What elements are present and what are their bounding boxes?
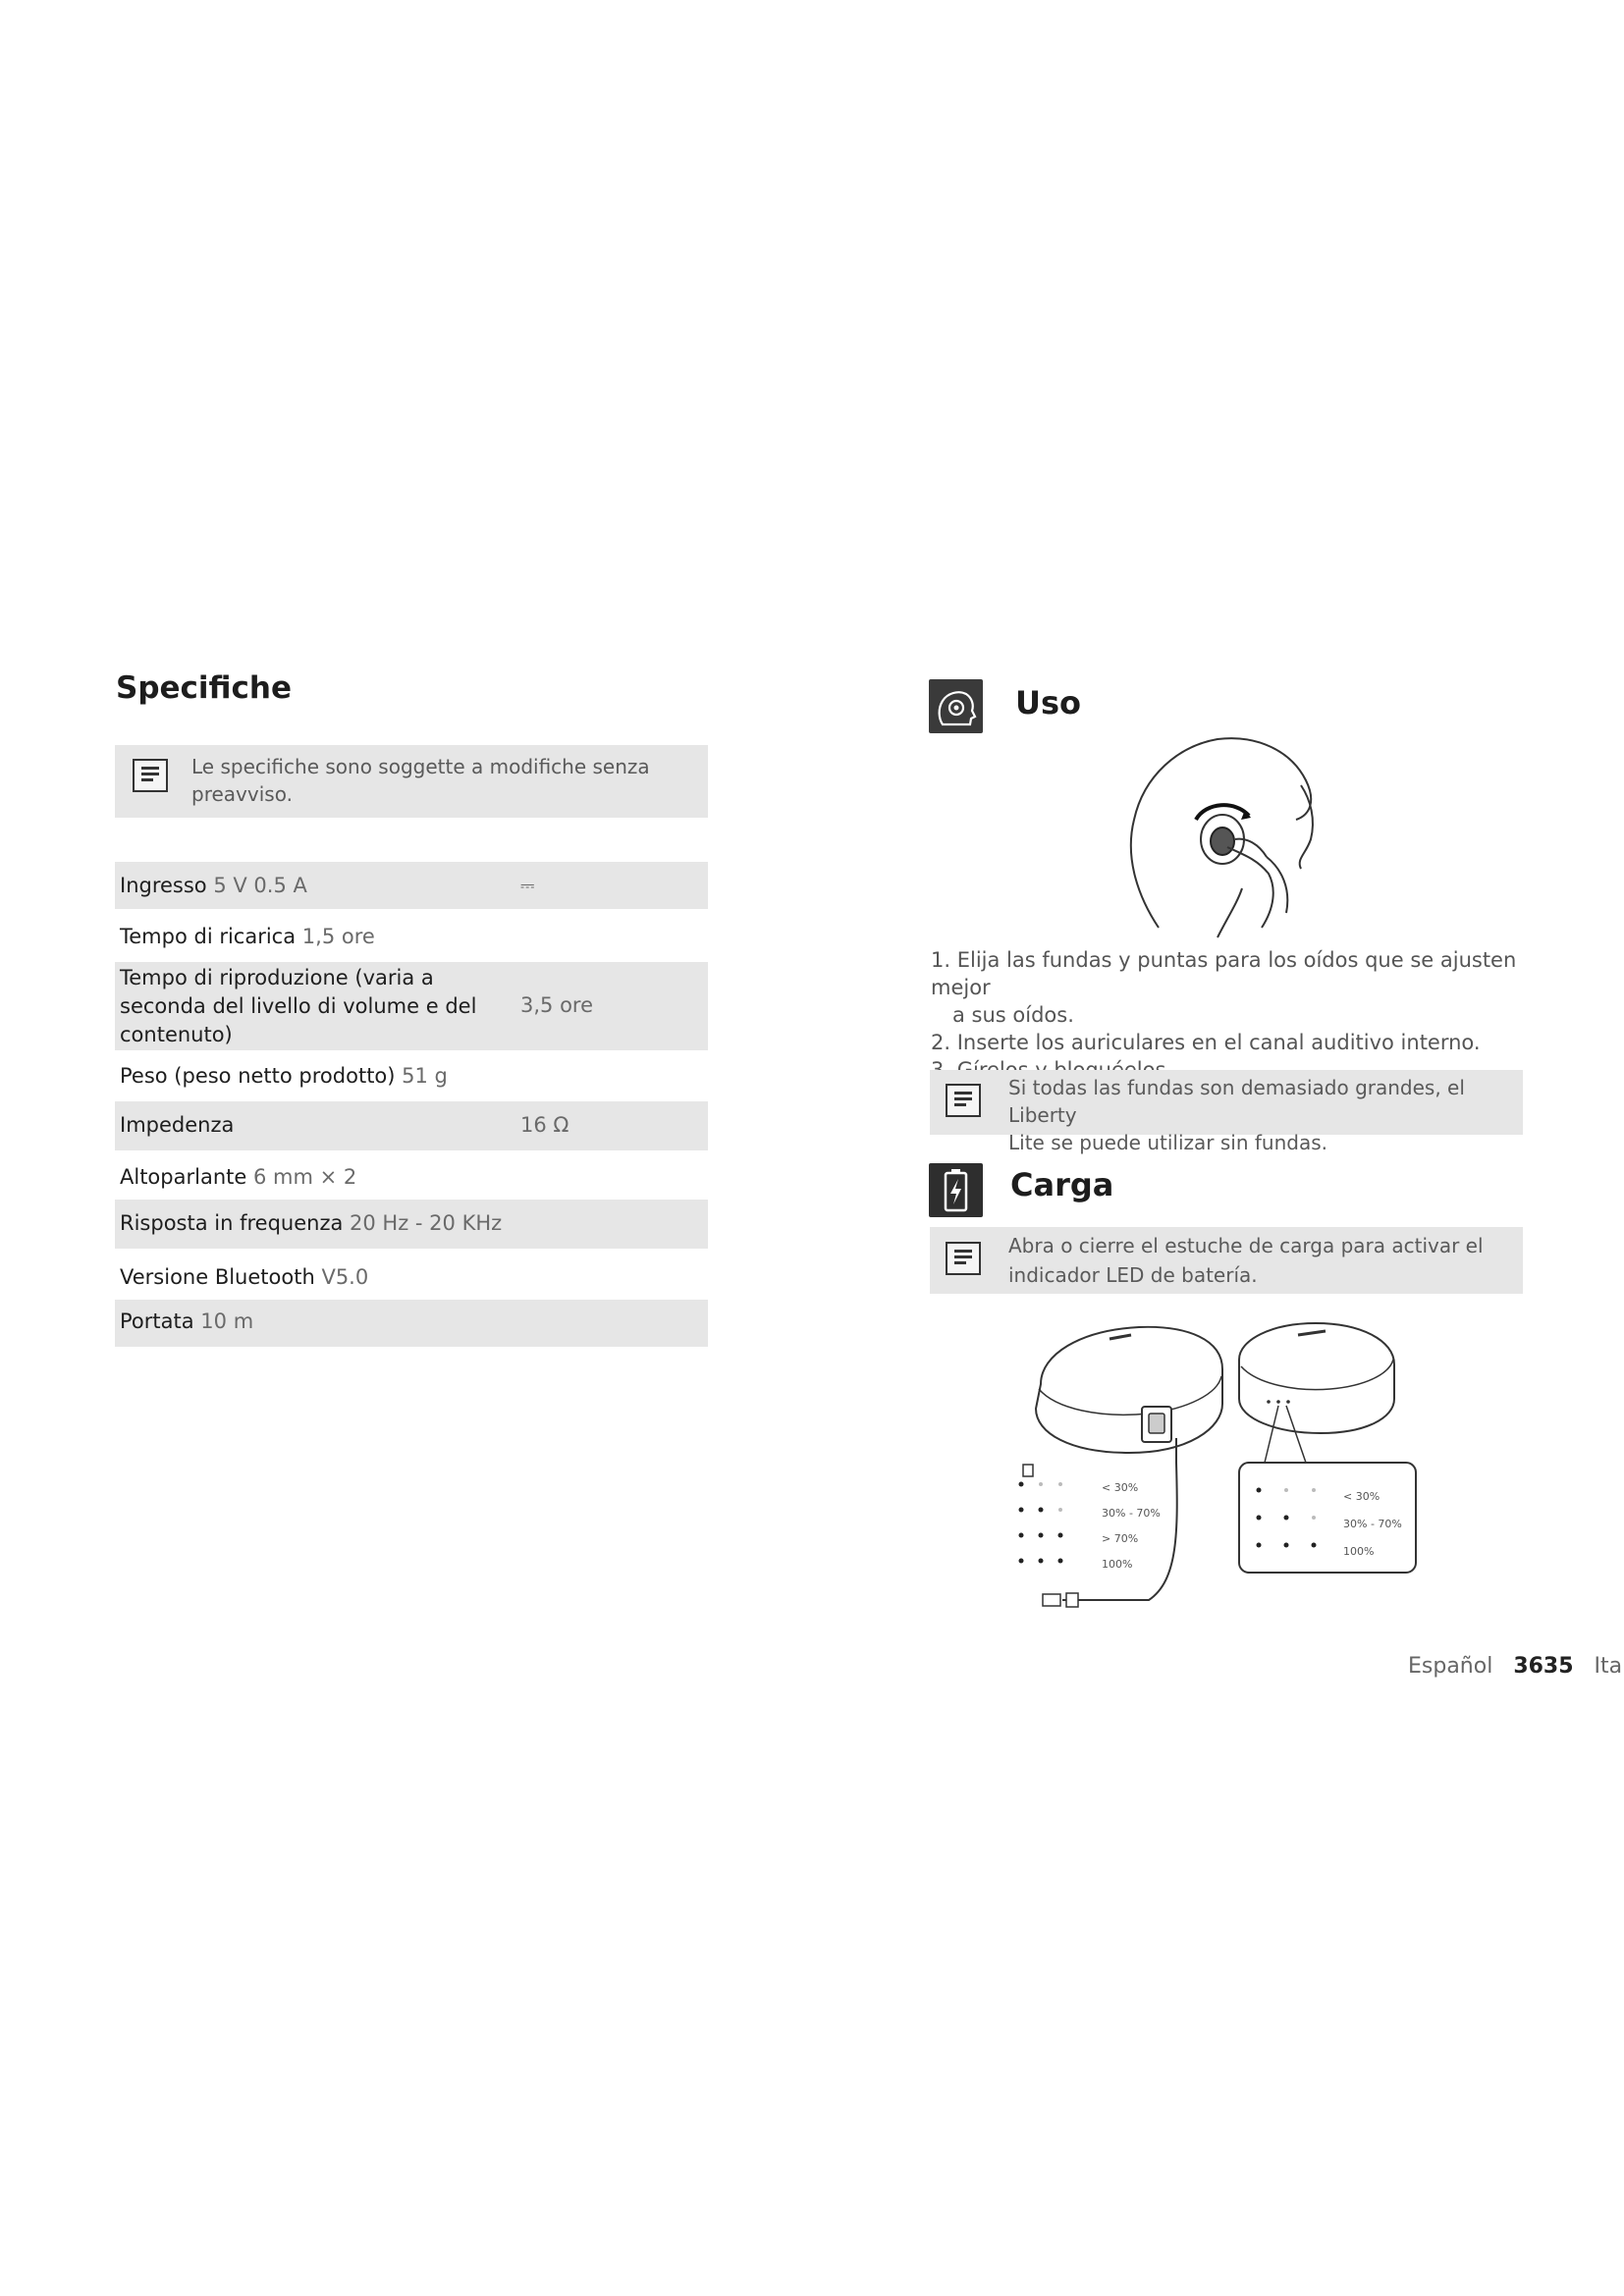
led-label: 30% - 70% xyxy=(1343,1518,1402,1530)
uso-note-line-1: Si todas las fundas son demasiado grandes, el Liberty xyxy=(1008,1076,1465,1127)
specs-note-line-1: Le specifiche sono soggette a modifiche senza xyxy=(191,755,650,778)
spec-value: 20 Hz - 20 KHz xyxy=(350,1211,503,1235)
note-icon xyxy=(946,1242,981,1275)
spec-value: 10 m xyxy=(200,1309,254,1333)
led-label: < 30% xyxy=(1343,1490,1380,1503)
specs-note-line-2: preavviso. xyxy=(191,782,293,806)
carga-note-line-1: Abra o cierre el estuche de carga para activar el xyxy=(1008,1234,1484,1257)
led-label: < 30% xyxy=(1102,1481,1139,1494)
spec-value: 51 g xyxy=(402,1064,448,1088)
spec-row-frequency xyxy=(115,1200,708,1249)
led-legend-right xyxy=(1343,1483,1402,1566)
spec-value: 3,5 ore xyxy=(520,993,594,1017)
uso-note xyxy=(930,1070,1523,1154)
spec-label: Portata xyxy=(120,1309,194,1333)
carga-note xyxy=(930,1227,1523,1294)
spec-row-input xyxy=(115,862,708,909)
spec-row-playtime xyxy=(115,962,708,1050)
spec-row-bluetooth xyxy=(115,1256,708,1300)
ear-insertion-illustration xyxy=(1119,731,1335,947)
spec-label: Altoparlante xyxy=(120,1165,247,1189)
led-label: 100% xyxy=(1102,1558,1133,1571)
specs-title: Specifiche xyxy=(116,670,292,706)
spec-row-speaker xyxy=(115,1156,708,1200)
footer-suffix: Ita xyxy=(1594,1654,1623,1679)
spec-value: 6 mm × 2 xyxy=(252,1165,357,1189)
note-icon xyxy=(946,1084,981,1117)
spec-label: Peso (peso netto prodotto) xyxy=(120,1064,396,1088)
spec-row-impedance xyxy=(115,1101,708,1150)
spec-value: 5 V 0.5 A xyxy=(213,874,307,897)
led-label: > 70% xyxy=(1102,1532,1139,1545)
headphones-ear-icon xyxy=(929,679,983,733)
battery-charging-icon xyxy=(929,1163,983,1217)
spec-label: Risposta in frequenza xyxy=(120,1211,344,1235)
page-footer xyxy=(1408,1654,1622,1679)
spec-label: Versione Bluetooth xyxy=(120,1265,315,1289)
uso-step-1-cont: a sus oídos. xyxy=(952,1003,1074,1027)
spec-label: Impedenza xyxy=(120,1113,235,1137)
spec-row-charge-time xyxy=(115,913,708,960)
spec-row-range xyxy=(115,1300,708,1347)
carga-note-line-2: indicador LED de batería. xyxy=(1008,1263,1258,1287)
spec-value: 1,5 ore xyxy=(301,925,375,948)
led-label: 30% - 70% xyxy=(1102,1507,1161,1520)
spec-value: V5.0 xyxy=(321,1265,369,1289)
spec-label-line: seconda del livello di volume e del xyxy=(120,994,477,1018)
uso-steps xyxy=(931,946,1520,1084)
led-label: 100% xyxy=(1343,1545,1375,1558)
uso-step-2: 2. Inserte los auriculares en el canal auditivo interno. xyxy=(931,1031,1481,1054)
page-number: 3635 xyxy=(1513,1654,1574,1679)
uso-step-1: 1. Elija las fundas y puntas para los oídos que se ajusten mejor xyxy=(931,948,1517,999)
led-legend-left xyxy=(1102,1475,1161,1577)
spec-label: Tempo di ricarica xyxy=(120,925,297,948)
footer-language: Español xyxy=(1408,1654,1493,1679)
spec-row-weight xyxy=(115,1062,708,1097)
specs-note xyxy=(115,745,708,818)
spec-value: 16 Ω xyxy=(520,1113,569,1137)
carga-title: Carga xyxy=(1010,1166,1114,1203)
charging-case-illustration xyxy=(1011,1315,1443,1639)
spec-label-line: contenuto) xyxy=(120,1023,233,1046)
uso-title: Uso xyxy=(1015,684,1082,721)
note-icon xyxy=(133,759,168,792)
uso-note-line-2: Lite se puede utilizar sin fundas. xyxy=(1008,1131,1327,1154)
spec-label-line: Tempo di riproduzione (varia a xyxy=(120,966,434,989)
spec-label: Ingresso xyxy=(120,874,207,897)
dc-symbol: ⎓ xyxy=(520,876,535,896)
